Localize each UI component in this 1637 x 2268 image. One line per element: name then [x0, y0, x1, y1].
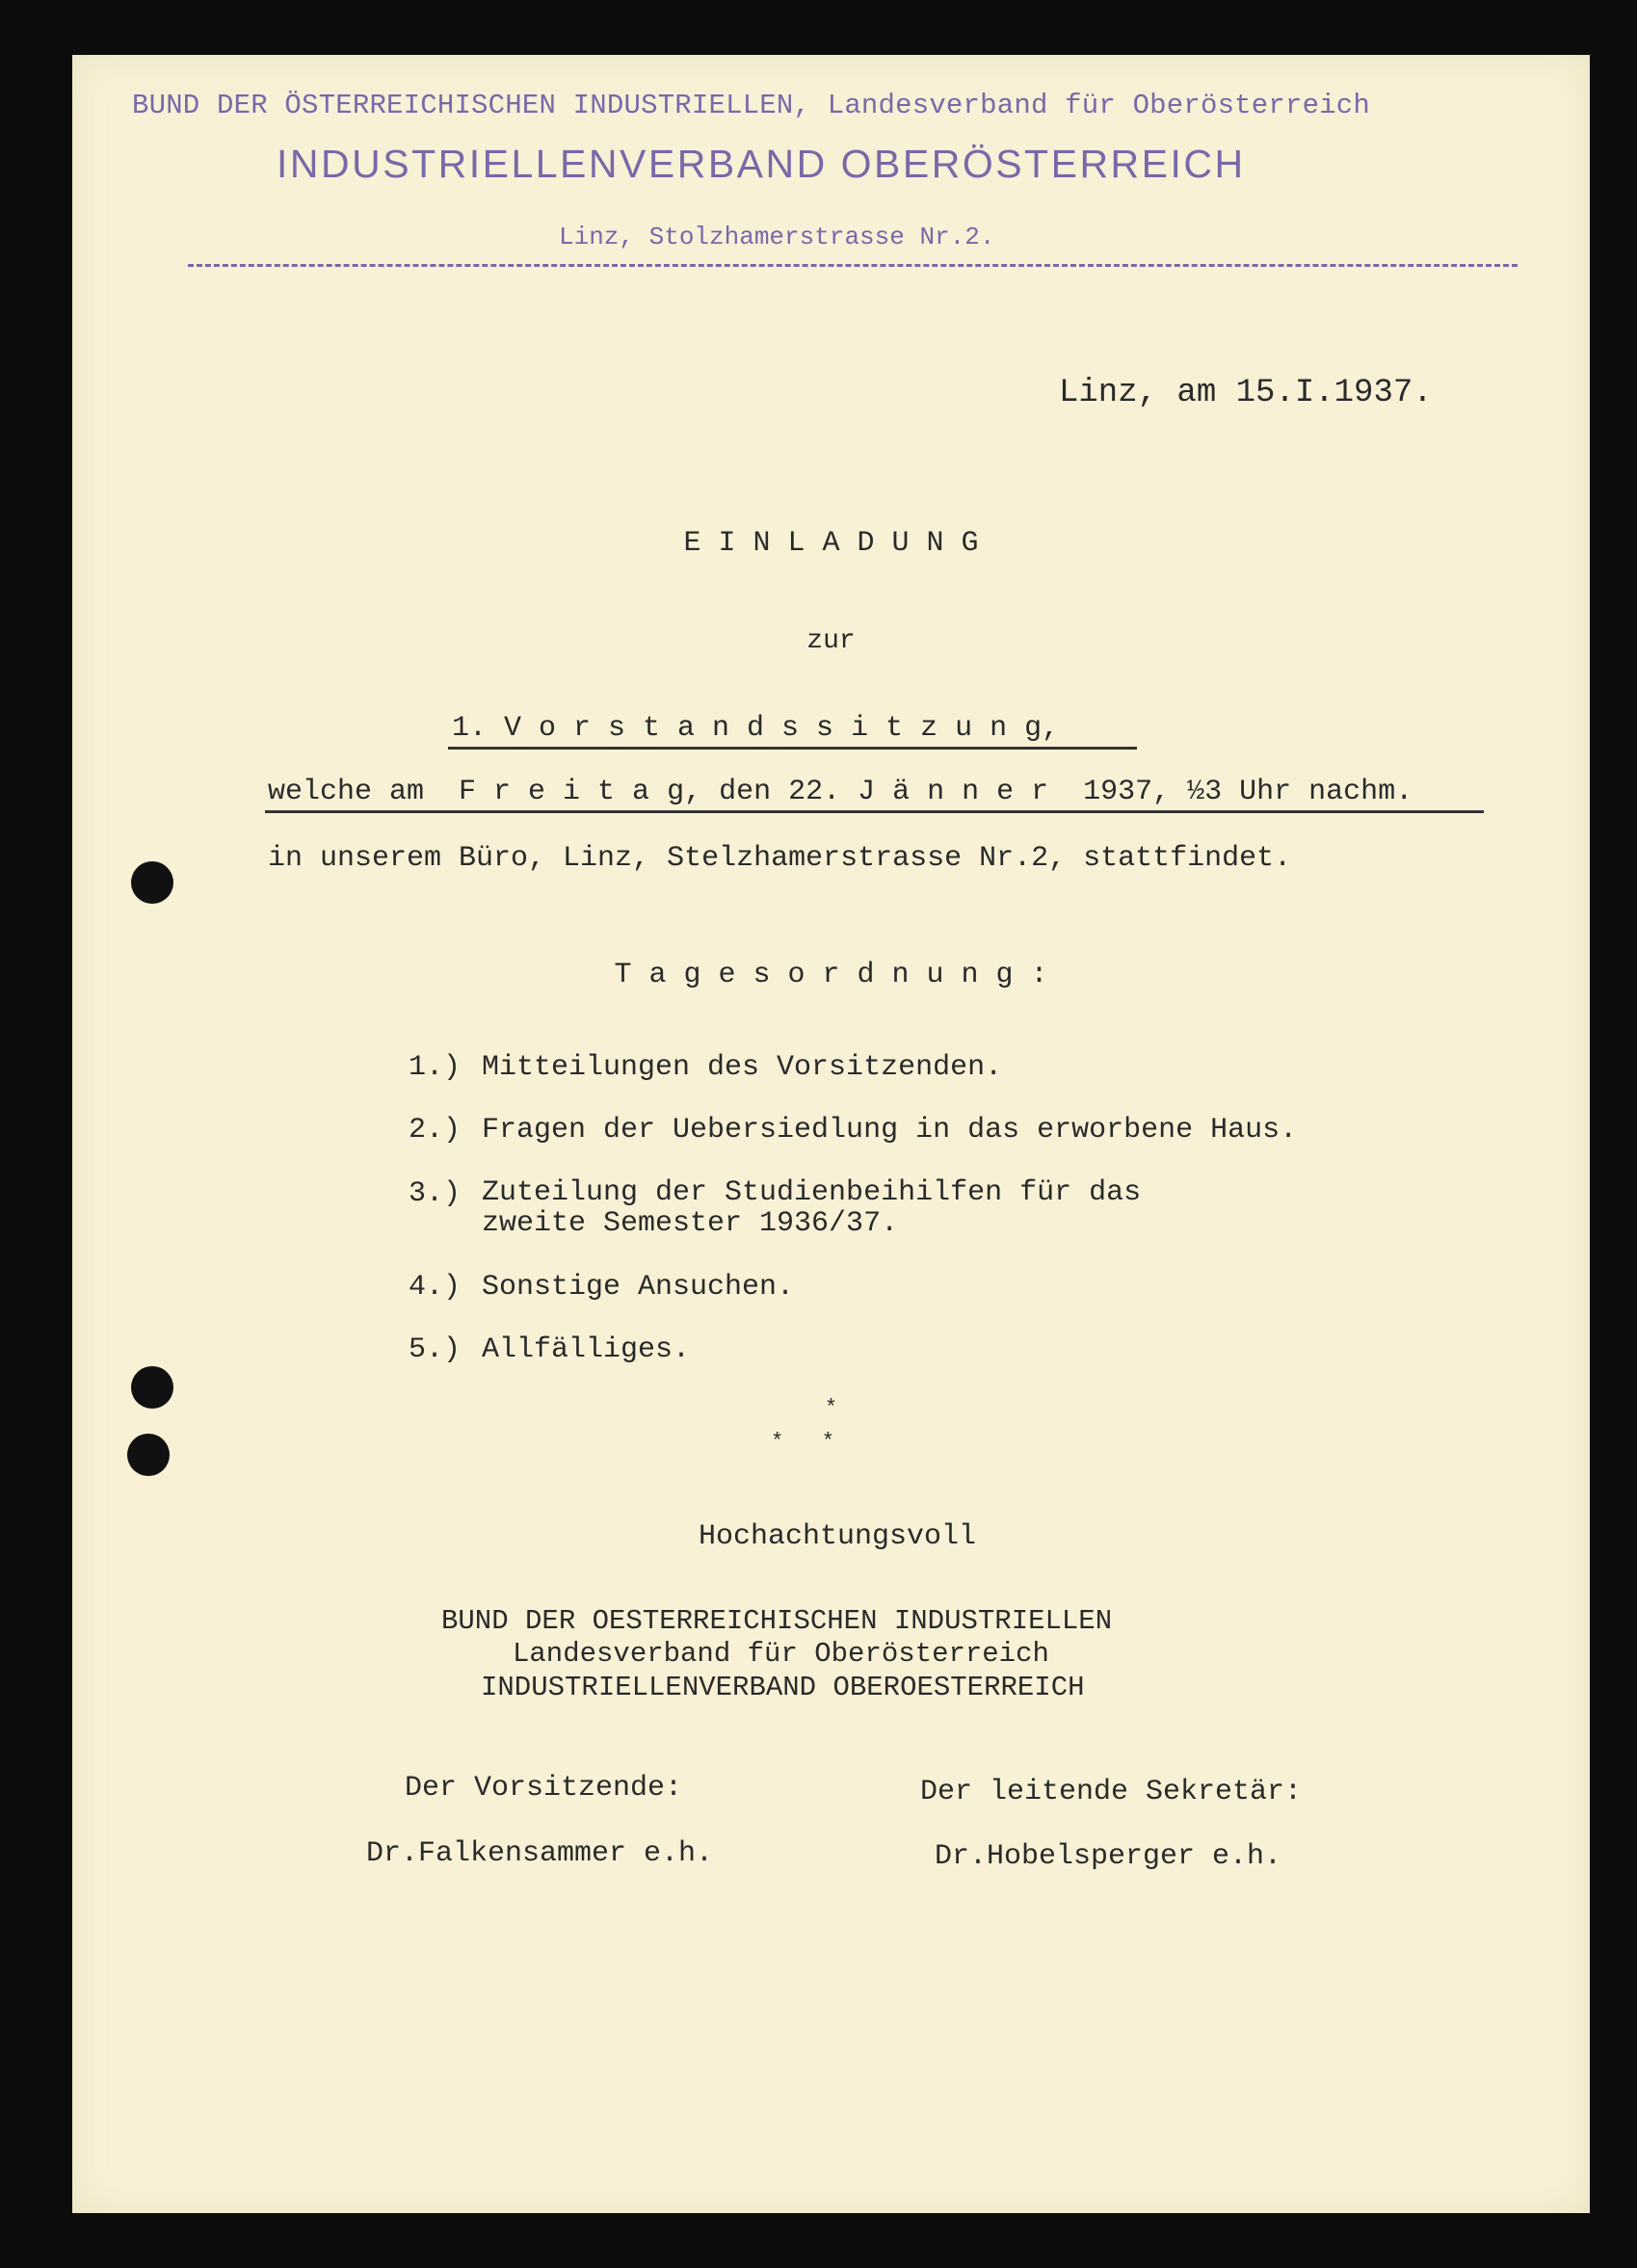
closing-salutation: Hochachtungsvoll [699, 1520, 977, 1553]
agenda-item-3-text: Zuteilung der Studienbeihilfen für das zweite Semester 1936/37. [482, 1176, 1142, 1240]
asterisk-ornament-bottom: * * [771, 1430, 835, 1454]
signature-org-line-1: BUND DER OESTERREICHISCHEN INDUSTRIELLEN [441, 1605, 1113, 1637]
punch-hole-3 [127, 1434, 170, 1476]
agenda-item-3-number: 3.) [409, 1177, 462, 1210]
agenda-item-2-text: Fragen der Uebersiedlung in das erworbene Haus. [482, 1114, 1298, 1147]
agenda-heading: T a g e s o r d n u n g : [614, 959, 1048, 991]
agenda-item-5-text: Allfälliges. [482, 1333, 691, 1366]
agenda-item-1-number: 1.) [409, 1051, 462, 1084]
letterhead-address: Linz, Stolzhamerstrasse Nr.2. [559, 223, 995, 251]
punch-hole-1 [131, 861, 173, 904]
agenda-item-1-text: Mitteilungen des Vorsitzenden. [482, 1051, 1003, 1084]
letterhead-line-1: BUND DER ÖSTERREICHISCHEN INDUSTRIELLEN, Landesverband für Oberösterreich [132, 90, 1371, 121]
document-page [72, 55, 1590, 2213]
invitation-zur: zur [806, 626, 856, 656]
asterisk-ornament-top: * [824, 1396, 838, 1420]
letterhead-line-2: INDUSTRIELLENVERBAND OBERÖSTERREICH [277, 142, 1246, 186]
invitation-title: E I N L A D U N G [683, 527, 979, 560]
meeting-when-underline [265, 810, 1484, 813]
signature-left-name: Dr.Falkensammer e.h. [366, 1837, 714, 1870]
letterhead-dashed-rule [188, 264, 1518, 267]
signature-org-line-3: INDUSTRIELLENVERBAND OBEROESTERREICH [481, 1672, 1085, 1703]
punch-hole-2 [131, 1366, 173, 1409]
meeting-title: 1. V o r s t a n d s s i t z u n g, [452, 712, 1060, 745]
letter-date: Linz, am 15.I.1937. [1059, 375, 1433, 411]
signature-right-title: Der leitende Sekretär: [920, 1776, 1303, 1808]
signature-right-name: Dr.Hobelsperger e.h. [935, 1840, 1282, 1873]
agenda-item-4-text: Sonstige Ansuchen. [482, 1271, 795, 1304]
signature-left-title: Der Vorsitzende: [405, 1772, 683, 1805]
agenda-item-5-number: 5.) [409, 1333, 462, 1366]
agenda-item-4-number: 4.) [409, 1271, 462, 1304]
meeting-location: in unserem Büro, Linz, Stelzhamerstrasse Nr.2, stattfindet. [268, 842, 1292, 875]
agenda-item-2-number: 2.) [409, 1114, 462, 1147]
signature-org-line-2: Landesverband für Oberösterreich [513, 1638, 1049, 1670]
meeting-title-underline [448, 747, 1137, 750]
meeting-when: welche am F r e i t a g, den 22. J ä n n e r 1937, ½3 Uhr nachm. [268, 776, 1413, 808]
